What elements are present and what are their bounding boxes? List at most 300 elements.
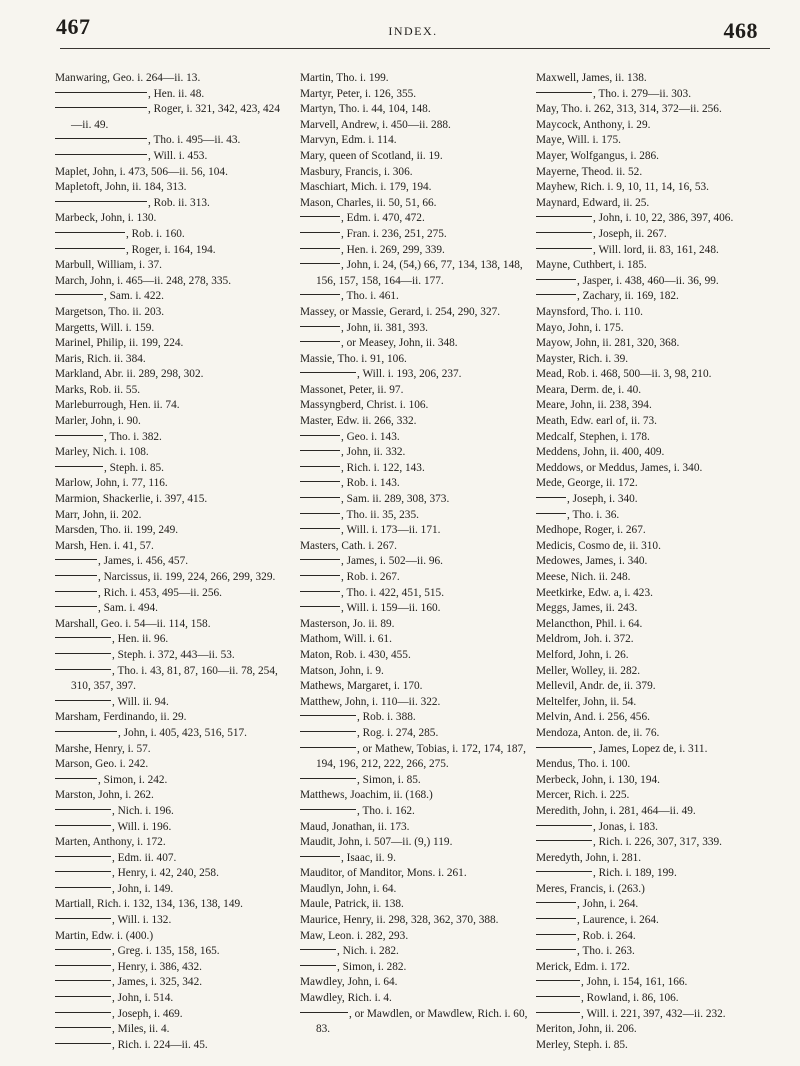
index-entry-text: Martin, Edw. i. (400.) xyxy=(55,929,154,942)
ditto-dash xyxy=(300,481,340,482)
ditto-dash xyxy=(55,107,147,108)
index-entry-text: Mathom, Will. i. 61. xyxy=(300,633,392,646)
ditto-dash xyxy=(300,528,340,529)
index-entry-text: Masters, Cath. i. 267. xyxy=(300,539,397,552)
ditto-dash xyxy=(300,232,340,233)
ditto-dash xyxy=(300,747,356,748)
index-entry xyxy=(300,897,536,913)
index-entry-text: Marleburrough, Hen. ii. 74. xyxy=(55,399,180,412)
index-entry xyxy=(55,523,291,539)
index-entry xyxy=(55,820,291,836)
index-entry-text: Meldrom, Joh. i. 372. xyxy=(536,633,634,646)
index-entry-text: Marsh, Hen. i. 41, 57. xyxy=(55,539,154,552)
ditto-dash xyxy=(55,466,103,467)
ditto-dash xyxy=(55,669,111,670)
index-entry-text: Mayhew, Rich. i. 9, 10, 11, 14, 16, 53. xyxy=(536,181,709,194)
index-entry xyxy=(300,1007,536,1038)
index-entry xyxy=(300,133,536,149)
ditto-dash xyxy=(55,154,147,155)
index-entry-text: , Tho. i. 43, 81, 87, 160—ii. 78, 254, 310, 357, 397. xyxy=(71,664,278,693)
index-entry-text: Mayer, Wolfgangus, i. 286. xyxy=(536,149,659,162)
index-entry xyxy=(300,586,536,602)
ditto-dash xyxy=(300,326,340,327)
index-entry-text: Meare, John, ii. 238, 394. xyxy=(536,399,652,412)
ditto-dash xyxy=(300,513,340,514)
page-header xyxy=(56,8,770,68)
ditto-dash xyxy=(55,653,111,654)
index-entry-text: , John, i. 154, 161, 166. xyxy=(581,976,688,989)
ditto-dash xyxy=(300,591,340,592)
index-entry xyxy=(536,492,780,508)
page-number-right: 468 xyxy=(723,18,758,43)
index-entry xyxy=(300,726,536,742)
index-entry xyxy=(300,227,536,243)
ditto-dash xyxy=(300,450,340,451)
index-entry-text: Matson, John, i. 9. xyxy=(300,664,384,677)
index-entry-text: May, Tho. i. 262, 313, 314, 372—ii. 256. xyxy=(536,103,722,116)
index-entry-text: , John, ii. 381, 393. xyxy=(341,321,428,334)
index-entry-text: Maule, Patrick, ii. 138. xyxy=(300,898,404,911)
index-entry-text: Maud, Jonathan, ii. 173. xyxy=(300,820,410,833)
ditto-dash xyxy=(55,731,117,732)
index-entry-text: , Tho. ii. 35, 235. xyxy=(341,508,419,521)
index-entry-text: , Edm. ii. 407. xyxy=(112,851,177,864)
index-column-2 xyxy=(300,71,536,1038)
index-entry xyxy=(300,695,536,711)
ditto-dash xyxy=(55,949,111,950)
index-entry-text: , Roger, i. 321, 342, 423, 424—ii. 49. xyxy=(71,103,280,131)
ditto-dash xyxy=(536,871,592,872)
index-entry xyxy=(536,118,780,134)
index-entry xyxy=(55,695,291,711)
index-entry-text: Marvyn, Edm. i. 114. xyxy=(300,134,397,147)
ditto-dash xyxy=(300,731,356,732)
index-entry-text: Maycock, Anthony, i. 29. xyxy=(536,118,651,131)
index-entry xyxy=(300,289,536,305)
index-entry xyxy=(55,617,291,633)
index-entry-text: , Laurence, i. 264. xyxy=(577,914,659,927)
index-entry xyxy=(536,196,780,212)
index-entry-text: Marsden, Tho. ii. 199, 249. xyxy=(55,524,179,537)
index-entry xyxy=(536,508,780,524)
ditto-dash xyxy=(55,825,111,826)
index-entry xyxy=(300,835,536,851)
index-entry xyxy=(536,851,780,867)
index-entry-text: Massonet, Peter, ii. 97. xyxy=(300,383,404,396)
index-entry xyxy=(300,773,536,789)
index-entry xyxy=(300,383,536,399)
ditto-dash xyxy=(300,778,356,779)
index-entry xyxy=(536,742,780,758)
index-entry-text: Mayow, John, ii. 281, 320, 368. xyxy=(536,337,680,350)
index-entry-text: , James, Lopez de, i. 311. xyxy=(593,742,708,755)
index-entry xyxy=(536,664,780,680)
index-entry-text: , Henry, i. 386, 432. xyxy=(112,960,202,973)
ditto-dash xyxy=(536,92,592,93)
ditto-dash xyxy=(536,216,592,217)
index-entry xyxy=(55,554,291,570)
ditto-dash xyxy=(300,497,340,498)
index-entry xyxy=(536,804,780,820)
ditto-dash xyxy=(300,216,340,217)
index-entry xyxy=(300,476,536,492)
ditto-dash xyxy=(300,949,336,950)
index-entry xyxy=(300,570,536,586)
index-entry xyxy=(536,398,780,414)
index-entry xyxy=(300,87,536,103)
index-entry-text: Meredith, John, i. 281, 464—ii. 49. xyxy=(536,804,696,817)
ditto-dash xyxy=(55,856,111,857)
index-entry-text: Matthew, John, i. 110—ii. 322. xyxy=(300,695,441,708)
index-entry-text: Mary, queen of Scotland, ii. 19. xyxy=(300,149,443,162)
index-entry-text: Mead, Rob. i. 468, 500—ii. 3, 98, 210. xyxy=(536,368,712,381)
index-entry xyxy=(55,960,291,976)
index-entry-text: Meetkirke, Edw. a, i. 423. xyxy=(536,586,653,599)
index-entry xyxy=(300,398,536,414)
index-entry xyxy=(55,383,291,399)
index-entry-text: Markland, Abr. ii. 289, 298, 302. xyxy=(55,368,204,381)
index-entry-text: Meriton, John, ii. 206. xyxy=(536,1023,637,1036)
index-entry-text: , Will. i. 196. xyxy=(112,820,172,833)
index-entry-text: Martyn, Tho. i. 44, 104, 148. xyxy=(300,103,431,116)
ditto-dash xyxy=(300,715,356,716)
ditto-dash xyxy=(300,1012,348,1013)
index-entry-text: , Simon, i. 242. xyxy=(98,773,168,786)
index-entry xyxy=(536,180,780,196)
index-entry xyxy=(300,102,536,118)
index-entry xyxy=(536,352,780,368)
index-entry-text: , Joseph, ii. 267. xyxy=(593,227,667,240)
index-entry-text: Meggs, James, ii. 243. xyxy=(536,602,638,615)
ditto-dash xyxy=(55,996,111,997)
index-entry-text: , Sam. i. 494. xyxy=(98,602,158,615)
index-entry xyxy=(536,960,780,976)
index-entry-text: , Hen. ii. 96. xyxy=(112,633,169,646)
index-entry-text: , Rich. i. 189, 199. xyxy=(593,867,677,880)
index-entry-text: Marson, Geo. i. 242. xyxy=(55,758,149,771)
index-entry xyxy=(55,726,291,742)
index-entry xyxy=(55,102,291,133)
index-entry xyxy=(55,788,291,804)
index-entry-text: , Nich. i. 196. xyxy=(112,804,174,817)
index-entry xyxy=(300,305,536,321)
index-entry xyxy=(55,648,291,664)
index-entry-text: Martyr, Peter, i. 126, 355. xyxy=(300,87,417,100)
index-entry-text: Meara, Derm. de, i. 40. xyxy=(536,383,642,396)
running-title: INDEX. xyxy=(388,24,438,38)
index-entry-text: , Rich. i. 453, 495—ii. 256. xyxy=(98,586,222,599)
index-entry xyxy=(55,258,291,274)
index-entry xyxy=(300,679,536,695)
index-entry-text: Meddows, or Meddus, James, i. 340. xyxy=(536,461,703,474)
index-entry-text: , or Measey, John, ii. 348. xyxy=(341,337,458,350)
index-entry-text: Maw, Leon. i. 282, 293. xyxy=(300,929,409,942)
index-entry-text: Massey, or Massie, Gerard, i. 254, 290, 327. xyxy=(300,305,501,318)
index-entry xyxy=(300,742,536,773)
ditto-dash xyxy=(55,232,125,233)
index-entry-text: , Miles, ii. 4. xyxy=(112,1023,170,1036)
index-entry-text: Martin, Tho. i. 199. xyxy=(300,72,389,84)
ditto-dash xyxy=(55,965,111,966)
index-entry xyxy=(55,414,291,430)
index-entry xyxy=(55,165,291,181)
index-entry-text: Marmion, Shackerlie, i. 397, 415. xyxy=(55,493,208,506)
index-entry xyxy=(536,289,780,305)
index-entry xyxy=(536,383,780,399)
index-entry-text: Maynsford, Tho. i. 110. xyxy=(536,305,644,318)
index-entry xyxy=(536,788,780,804)
index-entry-text: Maxwell, James, ii. 138. xyxy=(536,72,647,84)
ditto-dash xyxy=(55,980,111,981)
index-entry-text: , John, i. 24, (54,) 66, 77, 134, 138, 148, 156, 157, 158, 164—ii. 177. xyxy=(316,259,523,287)
index-entry-text: Maris, Rich. ii. 384. xyxy=(55,352,146,365)
index-entry xyxy=(55,149,291,165)
index-entry xyxy=(300,336,536,352)
index-entry xyxy=(55,897,291,913)
index-entry xyxy=(536,570,780,586)
index-entry-text: , Will. i. 159—ii. 160. xyxy=(341,602,441,615)
index-entry xyxy=(300,367,536,383)
index-entry xyxy=(536,991,780,1007)
index-entry xyxy=(300,180,536,196)
index-entry xyxy=(536,258,780,274)
index-entry xyxy=(55,664,291,695)
header-rule xyxy=(60,48,770,49)
index-column-1 xyxy=(55,71,291,1053)
index-entry xyxy=(55,336,291,352)
index-entry xyxy=(536,866,780,882)
index-entry-text: , Rich. i. 122, 143. xyxy=(341,461,425,474)
index-entry-text: Marr, John, ii. 202. xyxy=(55,508,142,521)
ditto-dash xyxy=(300,559,340,560)
index-entry xyxy=(55,975,291,991)
index-entry-text: Medicis, Cosmo de, ii. 310. xyxy=(536,539,661,552)
index-entry-text: Marbull, William, i. 37. xyxy=(55,259,162,272)
ditto-dash xyxy=(300,575,340,576)
index-entry xyxy=(536,913,780,929)
index-entry xyxy=(300,196,536,212)
index-entry-text: Mayster, Rich. i. 39. xyxy=(536,352,629,365)
index-entry-text: , Roger, i. 164, 194. xyxy=(126,243,216,256)
index-entry-text: , John, i. 405, 423, 516, 517. xyxy=(118,726,247,739)
index-entry xyxy=(300,882,536,898)
index-entry xyxy=(536,430,780,446)
ditto-dash xyxy=(55,435,103,436)
index-entry-text: , John, i. 10, 22, 386, 397, 406. xyxy=(593,212,734,225)
index-entry-text: Mathews, Margaret, i. 170. xyxy=(300,680,423,693)
index-entry-text: Martiall, Rich. i. 132, 134, 136, 138, 149. xyxy=(55,898,243,911)
index-entry-text: , Nich. i. 282. xyxy=(337,945,399,958)
index-entry xyxy=(536,820,780,836)
index-entry xyxy=(55,180,291,196)
ditto-dash xyxy=(55,887,111,888)
index-entry-text: , Tho. i. 36. xyxy=(567,508,620,521)
index-entry-text: Mayo, John, i. 175. xyxy=(536,321,624,334)
index-entry xyxy=(300,414,536,430)
index-entry-text: Mayerne, Theod. ii. 52. xyxy=(536,165,643,178)
index-entry xyxy=(536,71,780,87)
index-entry-text: , James, i. 502—ii. 96. xyxy=(341,555,443,568)
index-entry xyxy=(536,882,780,898)
ditto-dash xyxy=(536,902,576,903)
ditto-dash xyxy=(55,294,103,295)
index-entry-text: Mendoza, Anton. de, ii. 76. xyxy=(536,726,660,739)
index-entry-text: Melvin, And. i. 256, 456. xyxy=(536,711,650,724)
index-entry xyxy=(55,929,291,945)
index-entry-text: , Edm. i. 470, 472. xyxy=(341,212,425,225)
index-entry xyxy=(55,710,291,726)
index-entry xyxy=(536,165,780,181)
index-entry-text: Marinel, Philip, ii. 199, 224. xyxy=(55,337,184,350)
ditto-dash xyxy=(536,294,576,295)
index-entry-text: Melford, John, i. 26. xyxy=(536,648,629,661)
index-entry xyxy=(300,492,536,508)
index-entry xyxy=(536,133,780,149)
index-entry-text: , Sam. ii. 289, 308, 373. xyxy=(341,493,450,506)
ditto-dash xyxy=(55,1012,111,1013)
ditto-dash xyxy=(55,138,147,139)
index-entry xyxy=(300,913,536,929)
index-entry-text: Mercer, Rich. i. 225. xyxy=(536,789,630,802)
index-entry xyxy=(55,804,291,820)
index-entry-text: Marley, Nich. i. 108. xyxy=(55,446,149,459)
index-entry-text: Marshall, Geo. i. 54—ii. 114, 158. xyxy=(55,617,211,630)
index-entry xyxy=(536,726,780,742)
index-entry-text: Medcalf, Stephen, i. 178. xyxy=(536,430,650,443)
index-entry xyxy=(536,476,780,492)
index-entry-text: March, John, i. 465—ii. 248, 278, 335. xyxy=(55,274,232,287)
index-entry-text: Mapletoft, John, ii. 184, 313. xyxy=(55,181,187,194)
index-entry-text: Mellevil, Andr. de, ii. 379. xyxy=(536,680,656,693)
index-entry xyxy=(536,773,780,789)
index-entry-text: Melancthon, Phil. i. 64. xyxy=(536,617,643,630)
index-entry xyxy=(300,960,536,976)
index-entry-text: , or Mathew, Tobias, i. 172, 174, 187, 194, 196, 212, 222, 266, 275. xyxy=(316,742,526,771)
ditto-dash xyxy=(55,248,125,249)
index-entry xyxy=(300,788,536,804)
index-entry xyxy=(55,1022,291,1038)
index-entry-text: , Will. i. 173—ii. 171. xyxy=(341,524,441,537)
index-entry xyxy=(536,461,780,477)
index-entry-text: Massie, Tho. i. 91, 106. xyxy=(300,352,407,365)
index-entry xyxy=(55,492,291,508)
index-entry-text: Mayne, Cuthbert, i. 185. xyxy=(536,259,647,272)
index-entry-text: Mawdley, John, i. 64. xyxy=(300,976,398,989)
index-entry xyxy=(536,414,780,430)
index-entry xyxy=(536,1007,780,1023)
index-entry xyxy=(55,430,291,446)
index-entry xyxy=(55,601,291,617)
index-entry-text: Maynard, Edward, ii. 25. xyxy=(536,196,650,209)
index-entry-text: Massyngberd, Christ. i. 106. xyxy=(300,399,429,412)
index-entry-text: Marvell, Andrew, i. 450—ii. 288. xyxy=(300,118,451,131)
index-entry-text: , Joseph, i. 340. xyxy=(567,493,638,506)
ditto-dash xyxy=(300,809,356,810)
index-entry-text: , Hen. i. 269, 299, 339. xyxy=(341,243,445,256)
index-entry-text: Margetson, Tho. ii. 203. xyxy=(55,305,165,318)
index-entry xyxy=(55,991,291,1007)
index-entry-text: , John, i. 514. xyxy=(112,992,174,1005)
index-entry xyxy=(55,508,291,524)
ditto-dash xyxy=(55,1043,111,1044)
index-entry xyxy=(300,617,536,633)
ditto-dash xyxy=(300,372,356,373)
index-entry-text: Mendus, Tho. i. 100. xyxy=(536,758,631,771)
index-entry-text: , Rowland, i. 86, 106. xyxy=(581,992,679,1005)
ditto-dash xyxy=(55,778,97,779)
index-entry xyxy=(55,445,291,461)
index-entry-text: Marks, Rob. ii. 55. xyxy=(55,383,141,396)
index-entry xyxy=(536,710,780,726)
index-entry xyxy=(55,773,291,789)
index-entry xyxy=(300,866,536,882)
index-entry xyxy=(536,102,780,118)
index-entry-text: Mede, George, ii. 172. xyxy=(536,477,638,490)
index-entry-text: , Tho. i. 162. xyxy=(357,804,415,817)
index-entry-text: , Narcissus, ii. 199, 224, 266, 299, 329. xyxy=(98,571,276,583)
index-entry-text: Medhope, Roger, i. 267. xyxy=(536,524,646,537)
index-entry xyxy=(536,243,780,259)
index-entry xyxy=(55,851,291,867)
index-entry xyxy=(55,866,291,882)
index-entry xyxy=(536,897,780,913)
ditto-dash xyxy=(536,248,592,249)
index-entry-text: , Isaac, ii. 9. xyxy=(341,851,396,864)
index-entry-text: , Fran. i. 236, 251, 275. xyxy=(341,227,447,240)
index-entry xyxy=(536,305,780,321)
index-entry-text: , Will. lord, ii. 83, 161, 248. xyxy=(593,243,719,256)
index-entry-text: Maton, Rob. i. 430, 455. xyxy=(300,648,411,661)
index-entry-text: , Rob. ii. 313. xyxy=(148,196,210,209)
ditto-dash xyxy=(536,840,592,841)
index-entry xyxy=(55,944,291,960)
index-entry xyxy=(55,289,291,305)
index-entry-text: , Tho. i. 382. xyxy=(104,430,162,443)
index-entry-text: , Will. i. 132. xyxy=(112,914,172,927)
ditto-dash xyxy=(300,435,340,436)
index-entry xyxy=(55,305,291,321)
ditto-dash xyxy=(536,949,576,950)
index-entry xyxy=(536,648,780,664)
ditto-dash xyxy=(55,575,97,576)
index-entry-text: , Steph. i. 372, 443—ii. 53. xyxy=(112,648,235,661)
index-entry xyxy=(536,632,780,648)
index-entry xyxy=(536,336,780,352)
ditto-dash xyxy=(55,1027,111,1028)
index-entry xyxy=(536,274,780,290)
index-entry xyxy=(55,274,291,290)
index-entry xyxy=(55,367,291,383)
ditto-dash xyxy=(55,809,111,810)
index-entry xyxy=(536,87,780,103)
page-number-left: 467 xyxy=(56,14,91,39)
index-entry-text: , or Mawdlen, or Mawdlew, Rich. i. 60, 83. xyxy=(316,1007,528,1036)
index-entry xyxy=(300,804,536,820)
index-entry xyxy=(300,554,536,570)
ditto-dash xyxy=(300,856,340,857)
index-entry-text: , Tho. i. 279—ii. 303. xyxy=(593,87,692,100)
index-entry-text: , John, i. 264. xyxy=(577,898,639,911)
index-entry xyxy=(55,913,291,929)
index-entry xyxy=(55,243,291,259)
index-entry-text: Merbeck, John, i. 130, 194. xyxy=(536,773,660,786)
index-entry xyxy=(536,554,780,570)
index-entry-text: Marsham, Ferdinando, ii. 29. xyxy=(55,711,187,724)
index-entry-text: Masterson, Jo. ii. 89. xyxy=(300,617,395,630)
ditto-dash xyxy=(300,606,340,607)
index-entry-text: , Henry, i. 42, 240, 258. xyxy=(112,867,219,880)
index-entry-text: Margetts, Will. i. 159. xyxy=(55,321,155,334)
